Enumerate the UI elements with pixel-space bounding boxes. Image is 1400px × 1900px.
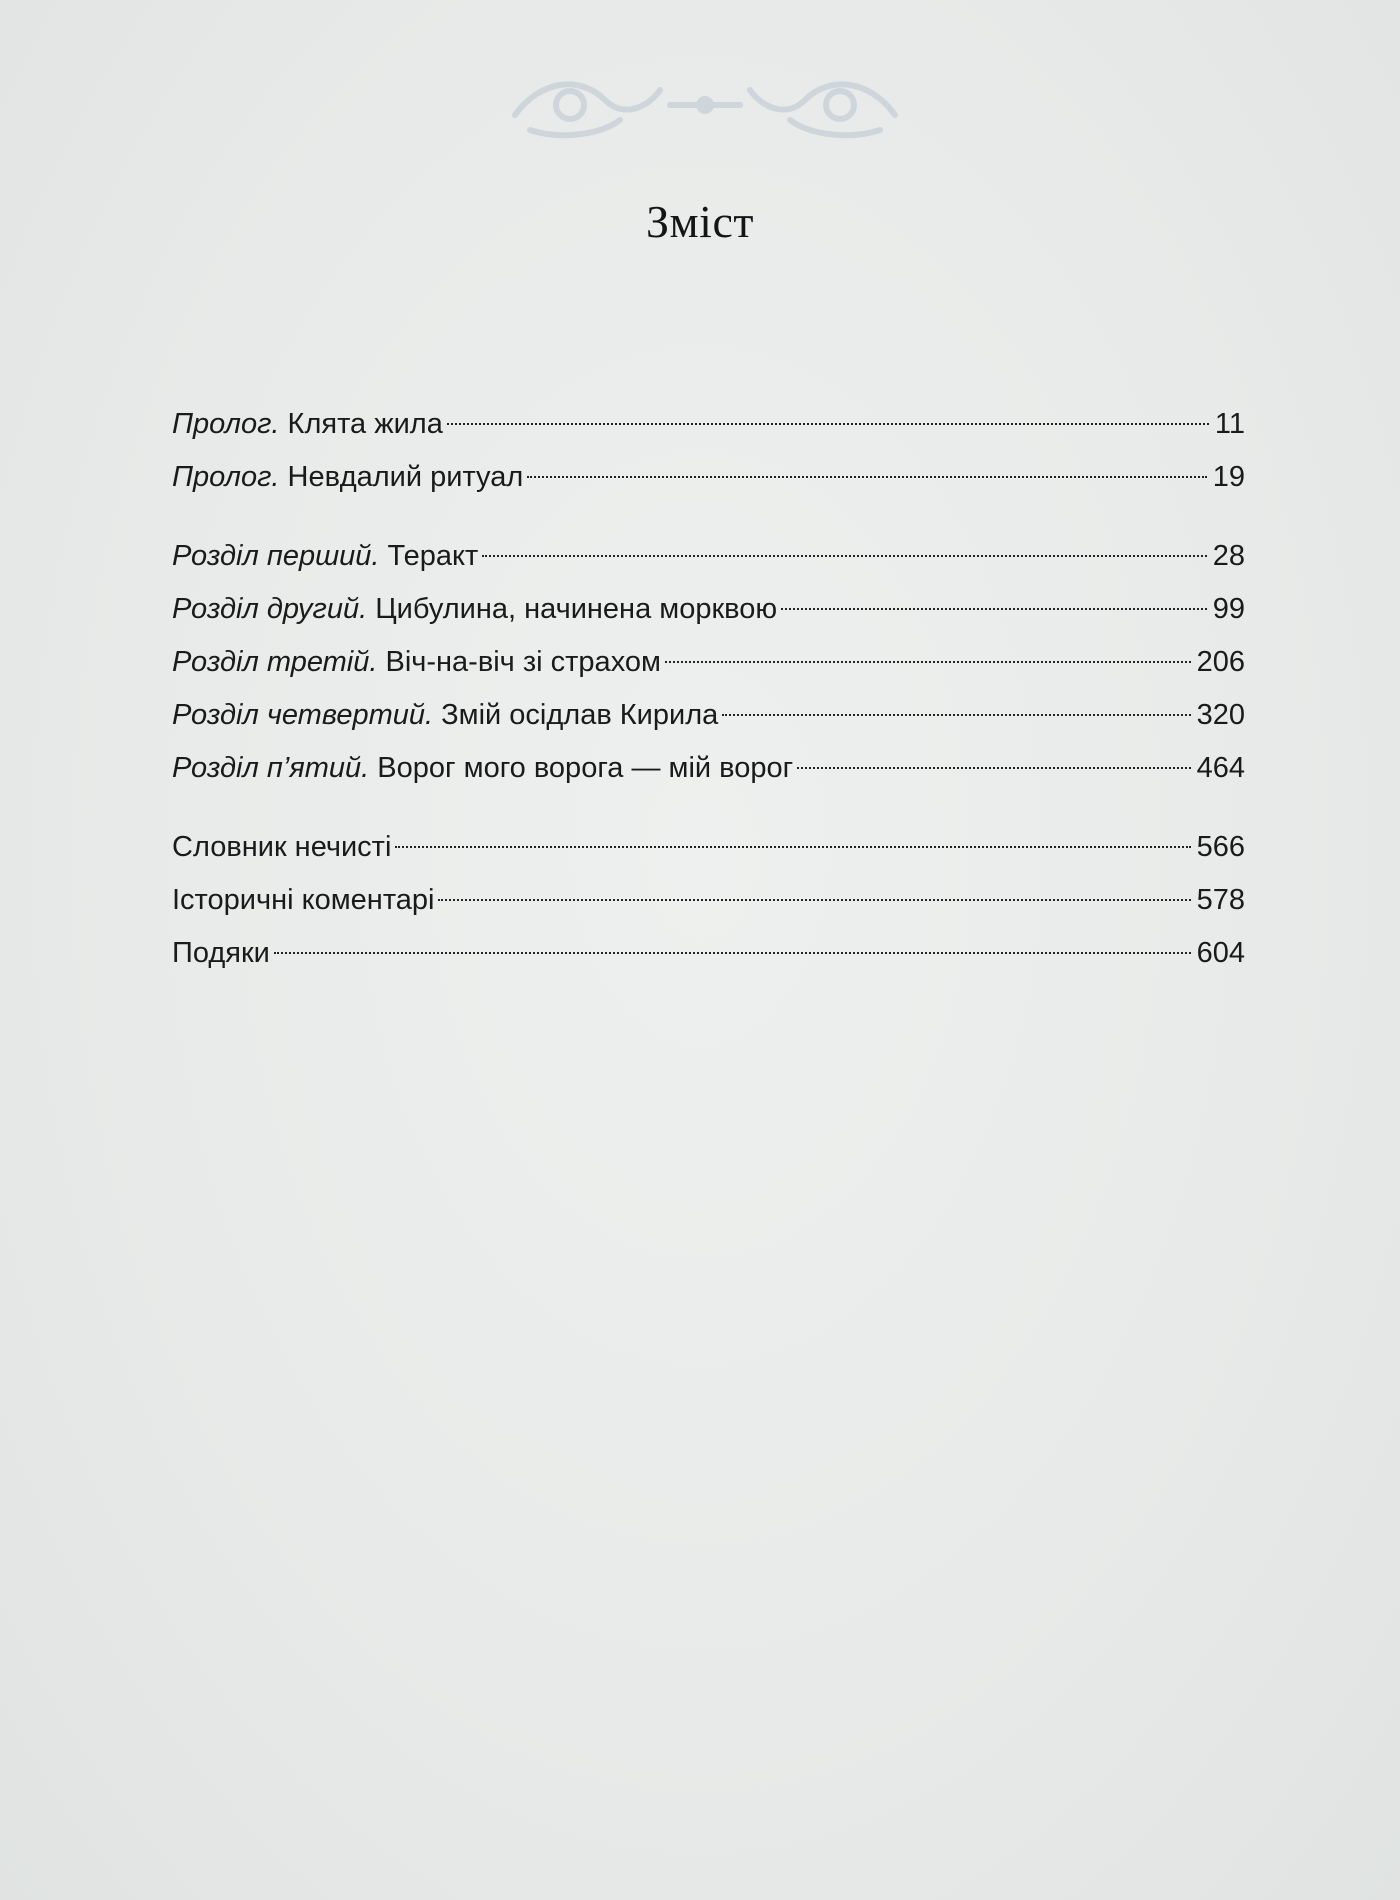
toc-entry-prefix: Розділ перший. [172, 540, 380, 572]
toc-entry-page-number: 99 [1212, 593, 1245, 625]
toc-entry-page-number: 11 [1214, 408, 1245, 440]
toc-entry-page-number: 566 [1196, 831, 1245, 863]
toc-entry[interactable] [172, 927, 1245, 980]
page-title: Зміст [646, 196, 754, 247]
toc-entry-title: Віч-на-віч зі страхом [385, 646, 661, 678]
table-of-contents [172, 398, 1245, 980]
toc-entry-prefix: Пролог. [172, 408, 280, 440]
toc-entry-page-number: 320 [1196, 699, 1245, 731]
dot-leader [482, 555, 1206, 557]
dot-leader [395, 846, 1190, 848]
toc-entry-page-number: 206 [1196, 646, 1245, 678]
toc-entry-title: Подяки [172, 937, 270, 969]
toc-entry-prefix: Розділ третій. [172, 646, 378, 678]
toc-entry-page-number: 604 [1196, 937, 1245, 969]
toc-entry-title: Клята жила [287, 408, 443, 440]
toc-entry[interactable] [172, 530, 1245, 583]
toc-group-chapters [172, 530, 1245, 795]
toc-entry[interactable] [172, 689, 1245, 742]
toc-entry-page-number: 19 [1212, 461, 1245, 493]
toc-entry[interactable] [172, 398, 1245, 451]
dot-leader [797, 767, 1190, 769]
toc-entry-prefix: Розділ другий. [172, 593, 368, 625]
toc-entry[interactable] [172, 742, 1245, 795]
toc-entry-page-number: 578 [1196, 884, 1245, 916]
dot-leader [274, 952, 1191, 954]
dot-leader [665, 661, 1191, 663]
toc-entry[interactable] [172, 583, 1245, 636]
toc-entry-prefix: Пролог. [172, 461, 280, 493]
dot-leader [722, 714, 1190, 716]
toc-entry-prefix: Розділ четвертий. [172, 699, 434, 731]
toc-entry[interactable] [172, 451, 1245, 504]
toc-group-prologues [172, 398, 1245, 504]
toc-entry-title: Ворог мого ворога — мій ворог [377, 752, 794, 784]
toc-entry-title: Цибулина, начинена морквою [375, 593, 778, 625]
toc-entry[interactable] [172, 636, 1245, 689]
toc-entry-title: Словник нечисті [172, 831, 392, 863]
dot-leader [527, 476, 1206, 478]
dot-leader [781, 608, 1207, 610]
toc-entry-page-number: 464 [1196, 752, 1245, 784]
dot-leader [438, 899, 1190, 901]
toc-entry-page-number: 28 [1212, 540, 1245, 572]
toc-entry-title: Змій осідлав Кирила [441, 699, 719, 731]
floral-ornament-icon [500, 60, 910, 150]
toc-entry-prefix: Розділ п’ятий. [172, 752, 370, 784]
toc-entry[interactable] [172, 874, 1245, 927]
dot-leader [447, 423, 1209, 425]
toc-entry-title: Невдалий ритуал [287, 461, 524, 493]
toc-group-appendices [172, 821, 1245, 980]
toc-entry-title: Теракт [387, 540, 479, 572]
toc-entry[interactable] [172, 821, 1245, 874]
toc-entry-title: Історичні коментарі [172, 884, 435, 916]
